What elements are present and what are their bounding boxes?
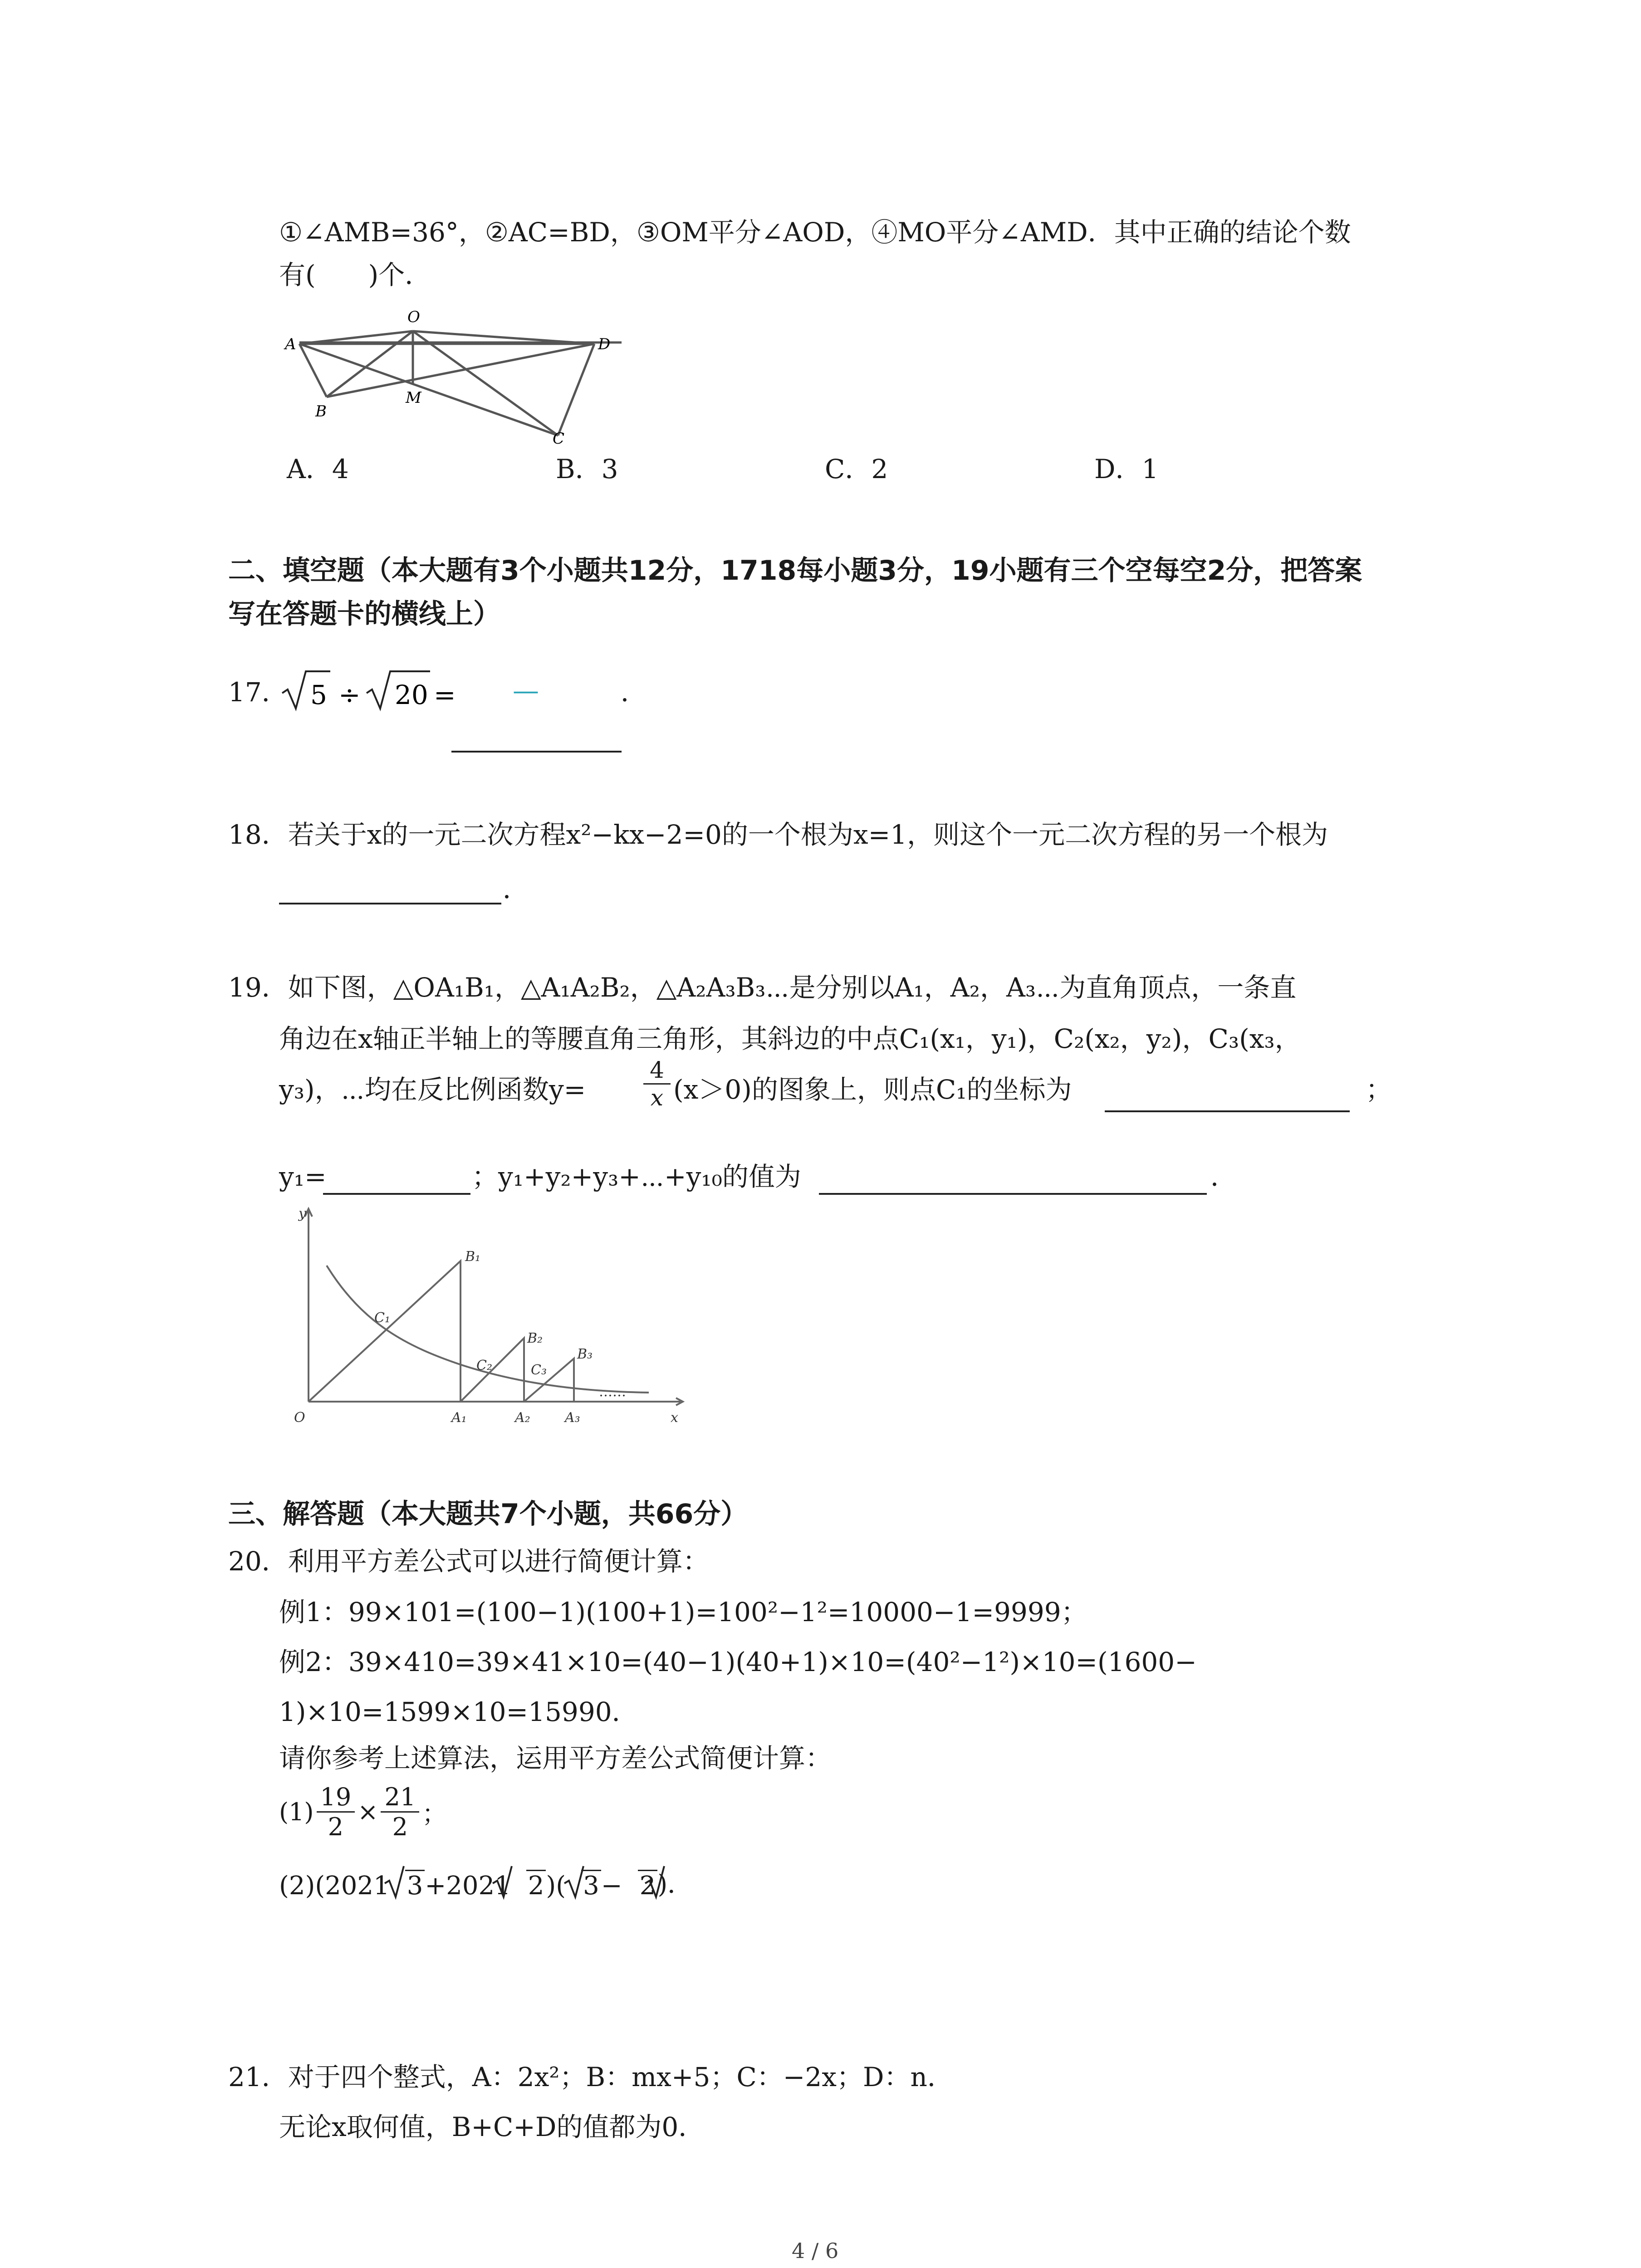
q19-triangle-1 bbox=[309, 1261, 460, 1402]
q17-equals: = bbox=[434, 679, 456, 710]
q20-part2-text-a: (2)(2021 bbox=[279, 1871, 390, 1901]
q19-answer-blank-c1[interactable] bbox=[1105, 1110, 1350, 1112]
q16-statement-line2: 有( )个． bbox=[279, 259, 431, 290]
q19-label-a2: A₂ bbox=[515, 1410, 530, 1426]
q17-radicand-1: 5 bbox=[310, 679, 327, 710]
q20-instruction: 请你参考上述算法，运用平方差公式简便计算： bbox=[279, 1743, 832, 1774]
q17-divide-sign: ÷ bbox=[338, 679, 361, 710]
q16-option-c: C．2 bbox=[825, 454, 888, 484]
q20-part2-text-b: +2021 bbox=[425, 1871, 511, 1901]
q20-intro: 20．利用平方差公式可以进行简便计算： bbox=[228, 1546, 709, 1577]
q20-part2-radical-2: 2 bbox=[526, 1870, 546, 1901]
q16-option-b: B．3 bbox=[556, 454, 618, 484]
q19-statement-line1: 19．如下图，△OA₁B₁，△A₁A₂B₂，△A₂A₃B₃⋯是分别以A₁，A₂，A₃⋯为直角顶点，一条直 bbox=[228, 972, 1297, 1003]
q17-answer-blank[interactable] bbox=[451, 751, 622, 753]
q19-statement-line3a: y₃)，⋯均在反比例函数y= bbox=[279, 1074, 586, 1105]
q19-label-c2: C₂ bbox=[476, 1358, 492, 1374]
q19-label-b3: B₃ bbox=[577, 1346, 593, 1362]
q19-label-b1: B₁ bbox=[465, 1249, 481, 1265]
q21-statement-line2: 无论x取何值，B+C+D的值都为0． bbox=[279, 2112, 705, 2142]
q20-part1-fraction-2-num: 21 bbox=[381, 1783, 419, 1813]
q19-fraction-numerator: 4 bbox=[643, 1057, 671, 1085]
section3-heading: 三、解答题（本大题共7个小题，共66分） bbox=[228, 1498, 748, 1530]
q20-part2-text-c: )( bbox=[546, 1871, 566, 1901]
q19-y1-label: y₁= bbox=[279, 1161, 327, 1192]
q19-label-a1: A₁ bbox=[451, 1410, 467, 1426]
q16-statement-line1: ①∠AMB=36°，②AC=BD，③OM平分∠AOD，④MO平分∠AMD．其中正确的结论个数 bbox=[279, 217, 1351, 248]
q19-sum-label: ；y₁+y₂+y₃+⋯+y₁₀的值为 bbox=[472, 1161, 801, 1192]
q19-label-x: x bbox=[671, 1410, 678, 1426]
q17-radicand-2: 20 bbox=[395, 679, 428, 710]
q16-label-m: M bbox=[406, 389, 421, 407]
q19-graph-figure bbox=[272, 1202, 694, 1438]
q20-part1-end: ； bbox=[422, 1799, 447, 1828]
q19-label-y: y bbox=[299, 1206, 306, 1222]
q17-teal-dash: — bbox=[513, 675, 539, 706]
q19-answer-blank-sum[interactable] bbox=[819, 1193, 1207, 1195]
q20-part1-label: (1) bbox=[279, 1798, 314, 1826]
q20-part2-radical-signs bbox=[0, 1860, 1641, 1901]
q16-option-d: D．1 bbox=[1094, 454, 1159, 484]
q20-part1-fraction-1-den: 2 bbox=[328, 1813, 344, 1841]
q19-label-o: O bbox=[294, 1410, 305, 1426]
q20-example-2b: 1)×10=1599×10=15990． bbox=[279, 1696, 638, 1727]
q19-label-b2: B₂ bbox=[527, 1330, 543, 1346]
q16-label-d: D bbox=[598, 335, 611, 353]
q20-part2-radical-4: 2 bbox=[638, 1870, 658, 1901]
q20-part1-times: × bbox=[358, 1798, 378, 1826]
q19-label-a3: A₃ bbox=[565, 1410, 580, 1426]
q20-part1-fraction-1 bbox=[317, 1783, 355, 1841]
q18-period: ． bbox=[503, 874, 529, 904]
q20-part1-fraction-1-num: 19 bbox=[317, 1783, 355, 1813]
q20-part1-fraction-2 bbox=[381, 1783, 419, 1841]
q19-answer-blank-y1[interactable] bbox=[323, 1193, 470, 1195]
q16-geometry-figure bbox=[277, 304, 622, 449]
q19-statement-line2: 角边在x轴正半轴上的等腰直角三角形，其斜边的中点C₁(x₁，y₁)，C₂(x₂，y₂)，C₃(x₃， bbox=[279, 1023, 1301, 1054]
q20-example-1: 例1：99×101=(100−1)(100+1)=100²−1²=10000−1=9999； bbox=[279, 1597, 1087, 1628]
q16-label-b: B bbox=[315, 402, 327, 420]
q16-label-o: O bbox=[407, 308, 420, 326]
section2-heading-line2: 写在答题卡的横线上） bbox=[228, 598, 500, 630]
q17-expression bbox=[280, 667, 471, 712]
q20-part1 bbox=[279, 1783, 446, 1841]
q16-label-c: C bbox=[553, 430, 565, 448]
q18-answer-blank[interactable] bbox=[279, 903, 501, 904]
q19-label-dots: …… bbox=[599, 1384, 626, 1400]
q20-part2-text-e: )． bbox=[657, 1870, 693, 1899]
q19-triangle-2 bbox=[460, 1338, 524, 1402]
q20-part2-radical-1: 3 bbox=[405, 1870, 425, 1901]
q16-label-a: A bbox=[285, 335, 296, 353]
page-number: 4 / 6 bbox=[792, 2239, 839, 2263]
q18-statement: 18．若关于x的一元二次方程x²−kx−2=0的一个根为x=1，则这个一元二次方程的另一个根为 bbox=[228, 819, 1328, 850]
q20-example-2a: 例2：39×410=39×41×10=(40−1)(40+1)×10=(40²−1²)×10=(1600− bbox=[279, 1647, 1197, 1677]
q20-part1-fraction-2-den: 2 bbox=[392, 1813, 408, 1841]
q17-period: ． bbox=[621, 677, 647, 708]
q20-part2-text-d: − bbox=[601, 1871, 622, 1901]
q16-figure-lines bbox=[299, 331, 594, 435]
q19-label-c3: C₃ bbox=[531, 1362, 547, 1378]
q19-fraction bbox=[643, 1057, 671, 1111]
q19-fraction-denominator: x bbox=[650, 1085, 664, 1111]
q19-statement-line3b: (x＞0)的图象上，则点C₁的坐标为 bbox=[673, 1074, 1072, 1105]
q19-label-c1: C₁ bbox=[374, 1310, 390, 1326]
q16-option-a: A．4 bbox=[287, 454, 349, 484]
q21-statement-line1: 21．对于四个整式，A：2x²；B：mx+5；C：−2x；D：n． bbox=[228, 2062, 954, 2092]
q19-line3-semicolon: ； bbox=[1366, 1074, 1392, 1105]
q17-number: 17． bbox=[228, 677, 288, 708]
q19-period: ． bbox=[1210, 1161, 1237, 1192]
q20-part2-radical-3: 3 bbox=[581, 1870, 601, 1901]
section2-heading-line1: 二、填空题（本大题有3个小题共12分，1718每小题3分，19小题有三个空每空2分，把答案 bbox=[228, 555, 1362, 587]
